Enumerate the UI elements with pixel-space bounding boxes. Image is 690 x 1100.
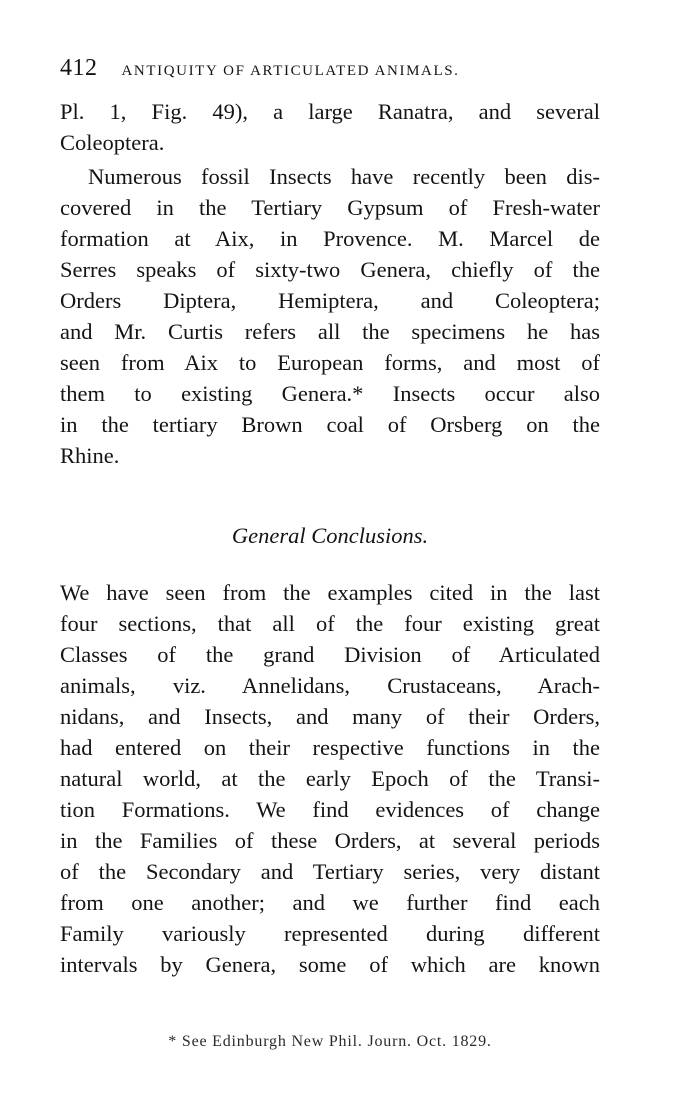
text-line: Classes of the grand Division of Articulated: [60, 642, 600, 667]
text-line: Rhine.: [60, 443, 120, 468]
text-line: Pl. 1, Fig. 49), a large Ranatra, and several: [60, 99, 600, 124]
text-line: nidans, and Insects, and many of their Orders,: [60, 704, 600, 729]
text-line: covered in the Tertiary Gypsum of Fresh-water: [60, 195, 600, 220]
text-line: four sections, that all of the four existing great: [60, 611, 600, 636]
page-header: [60, 55, 600, 89]
page-number: 412: [60, 55, 98, 81]
text-line: Orders Diptera, Hemiptera, and Coleoptera;: [60, 288, 600, 313]
text-line: in the tertiary Brown coal of Orsberg on the: [60, 412, 600, 437]
text-line: Serres speaks of sixty-two Genera, chiefly of the: [60, 257, 600, 282]
paragraph-general-conclusions: [60, 577, 600, 980]
text-line: Coleoptera.: [60, 130, 165, 155]
text-line: seen from Aix to European forms, and most of: [60, 350, 600, 375]
text-line: and Mr. Curtis refers all the specimens he has: [60, 319, 600, 344]
text-line: had entered on their respective functions in the: [60, 735, 600, 760]
paragraph-fossil-insects: [60, 161, 600, 471]
paragraph-continued: [60, 96, 600, 158]
footnote: * See Edinburgh New Phil. Journ. Oct. 1829.: [168, 1033, 492, 1050]
text-line: Family variously represented during different: [60, 921, 600, 946]
text-line: Numerous fossil Insects have recently been dis-: [88, 164, 600, 189]
text-line: animals, viz. Annelidans, Crustaceans, Arach-: [60, 673, 600, 698]
text-line: of the Secondary and Tertiary series, very distant: [60, 859, 600, 884]
text-line: We have seen from the examples cited in the last: [60, 580, 600, 605]
running-head: ANTIQUITY OF ARTICULATED ANIMALS.: [121, 63, 460, 79]
text-line: from one another; and we further find each: [60, 890, 600, 915]
section-heading: General Conclusions.: [231, 523, 429, 548]
text-line: formation at Aix, in Provence. M. Marcel de: [60, 226, 600, 251]
text-line: them to existing Genera.* Insects occur also: [60, 381, 600, 406]
text-line: tion Formations. We find evidences of change: [60, 797, 600, 822]
text-line: intervals by Genera, some of which are known: [60, 952, 600, 977]
text-line: natural world, at the early Epoch of the Transi-: [60, 766, 600, 791]
text-line: in the Families of these Orders, at several periods: [60, 828, 600, 853]
